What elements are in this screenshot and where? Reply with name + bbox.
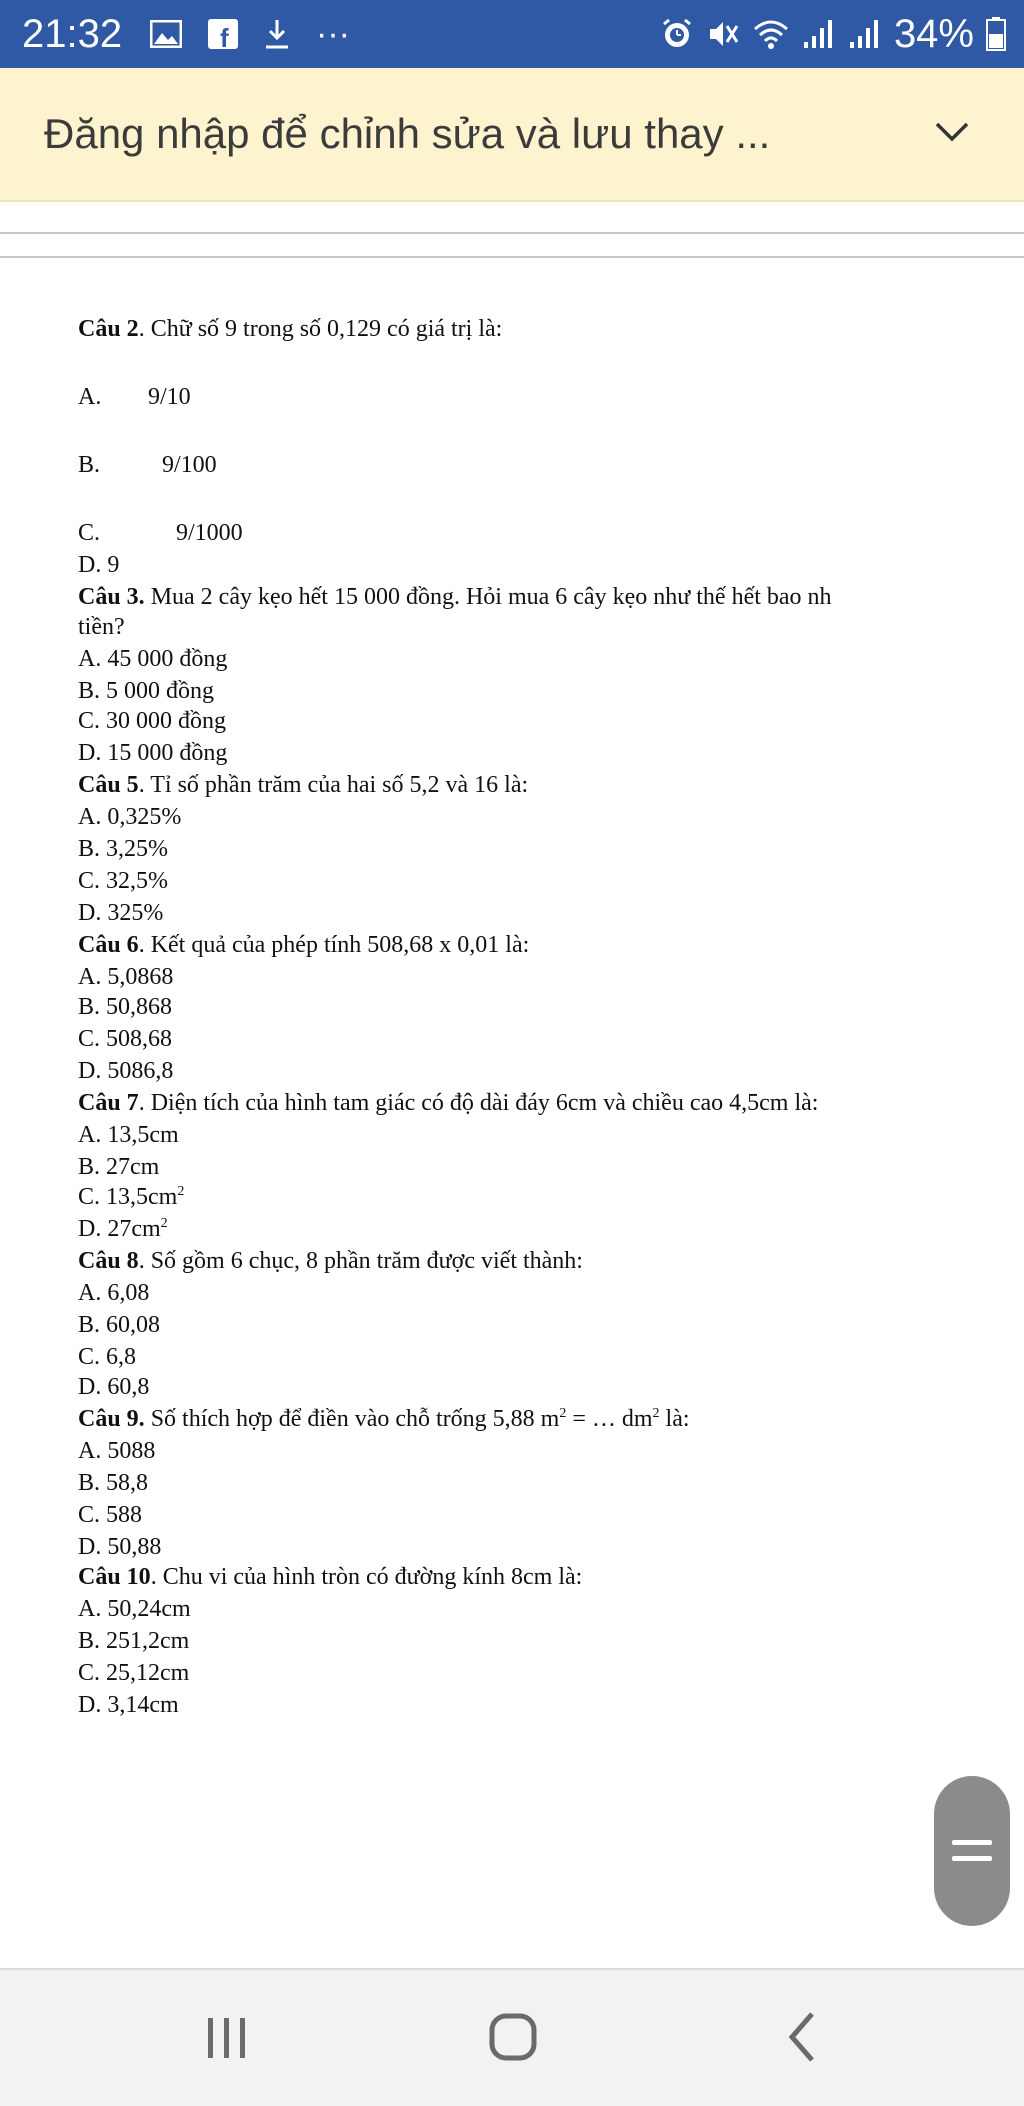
handle-grip-line: [952, 1856, 992, 1861]
question-8: [78, 1246, 583, 1276]
option-a: A. 9/10: [78, 384, 191, 410]
handle-grip-line: [952, 1840, 992, 1845]
option-a: A. 13,5cm: [78, 1122, 179, 1148]
status-bar: [0, 0, 1024, 68]
option-b: B. 5 000 đồng: [78, 678, 215, 704]
wifi-icon: [752, 18, 790, 50]
battery-icon: [986, 17, 1006, 51]
option-a: A. 0,325%: [78, 804, 182, 830]
question-text: Mua 2 cây kẹo hết 15 000 đồng. Hỏi mua 6 cây kẹo như thế hết bao nh: [144, 584, 832, 610]
status-right-icons: [660, 10, 1006, 58]
document-toolbar-gap: [0, 202, 1024, 258]
option-b: B. 60,08: [78, 1312, 161, 1338]
question-number: Câu 7: [78, 1090, 139, 1116]
question-2: [78, 314, 502, 344]
question-text: . Số gồm 6 chục, 8 phần trăm được viết thành:: [138, 1248, 583, 1274]
question-number: Câu 8: [78, 1248, 139, 1274]
question-text: . Kết quả của phép tính 508,68 x 0,01 là:: [138, 932, 530, 958]
signal-icon: [848, 18, 882, 50]
option-d: D. 325%: [78, 900, 164, 926]
question-number: Câu 3.: [78, 584, 145, 610]
option-c: C. 25,12cm: [78, 1660, 190, 1686]
battery-percent: 34%: [893, 12, 974, 56]
document-page[interactable]: [0, 258, 1024, 1968]
divider: [0, 232, 1024, 234]
question-10: [78, 1562, 582, 1592]
signal-icon: [802, 18, 836, 50]
question-3: [78, 582, 832, 612]
question-number: Câu 9.: [78, 1406, 145, 1432]
alarm-icon: [660, 17, 694, 51]
option-c: C. $13,5cm^2$: [78, 1184, 185, 1210]
option-c: C. 588: [78, 1502, 143, 1528]
option-c: C. 6,8: [78, 1344, 137, 1370]
more-dots-icon: ···: [316, 15, 350, 53]
option-c: C. 30 000 đồng: [78, 708, 227, 734]
option-d: D. 15 000 đồng: [78, 740, 228, 766]
option-d: D. 5086,8: [78, 1058, 174, 1084]
login-prompt-text: Đăng nhập để chỉnh sửa và lưu thay ...: [44, 110, 771, 157]
question-7: [78, 1088, 818, 1118]
option-b: B. 251,2cm: [78, 1628, 190, 1654]
option-b: B. 3,25%: [78, 836, 169, 862]
chevron-down-icon[interactable]: [934, 120, 970, 144]
option-a: A. 5,0868: [78, 964, 174, 990]
home-icon[interactable]: [488, 2004, 538, 2064]
option-d: D. 3,14cm: [78, 1692, 179, 1718]
option-d: D. $27cm^2$: [78, 1216, 168, 1242]
option-d: D. 60,8: [78, 1374, 150, 1400]
option-c: C. 9/1000: [78, 520, 243, 546]
status-left-icons: [150, 14, 350, 54]
scroll-handle[interactable]: [934, 1776, 1010, 1926]
recent-apps-icon[interactable]: [204, 2004, 250, 2064]
option-b: B. 27cm: [78, 1154, 160, 1180]
option-c: C. 508,68: [78, 1026, 173, 1052]
question-number: Câu 6: [78, 932, 139, 958]
svg-text:f: f: [220, 23, 229, 49]
option-c: C. 32,5%: [78, 868, 169, 894]
option-a: A. 45 000 đồng: [78, 646, 228, 672]
login-banner[interactable]: [0, 68, 1024, 202]
question-text: . Diện tích của hình tam giác có độ dài đáy 6cm và chiều cao 4,5cm là:: [138, 1090, 819, 1116]
navigation-bar: [0, 1968, 1024, 2106]
question-text: . Chu vi của hình tròn có đường kính 8cm là:: [150, 1564, 583, 1590]
option-b: B. 50,868: [78, 994, 173, 1020]
question-text-continued: tiền?: [78, 614, 125, 640]
question-number: Câu 5: [78, 772, 139, 798]
gallery-icon: [150, 20, 182, 48]
download-icon: [264, 18, 290, 50]
option-b: B. 58,8: [78, 1470, 149, 1496]
question-6: [78, 930, 529, 960]
facebook-icon: [208, 19, 238, 49]
question-number: Câu 10: [78, 1564, 151, 1590]
option-a: A. 50,24cm: [78, 1596, 191, 1622]
question-text: . Chữ số 9 trong số 0,129 có giá trị là:: [138, 316, 503, 342]
question-number: Câu 2: [78, 316, 139, 342]
option-a: A. 6,08: [78, 1280, 150, 1306]
option-d: D. 9: [78, 552, 120, 578]
back-icon[interactable]: [784, 2004, 820, 2064]
question-9: Câu 9. Số thích hợp để điền vào chỗ trống 5,88 $m^2$ = … $dm^2$ là:: [78, 1406, 690, 1432]
question-text: . Tỉ số phần trăm của hai số 5,2 và 16 là:: [138, 772, 529, 798]
status-time: 21:32: [22, 12, 123, 56]
option-b: B. 9/100: [78, 452, 217, 478]
mute-icon: [706, 17, 740, 51]
question-5: [78, 770, 528, 800]
option-d: D. 50,88: [78, 1534, 162, 1560]
option-a: A. 5088: [78, 1438, 156, 1464]
